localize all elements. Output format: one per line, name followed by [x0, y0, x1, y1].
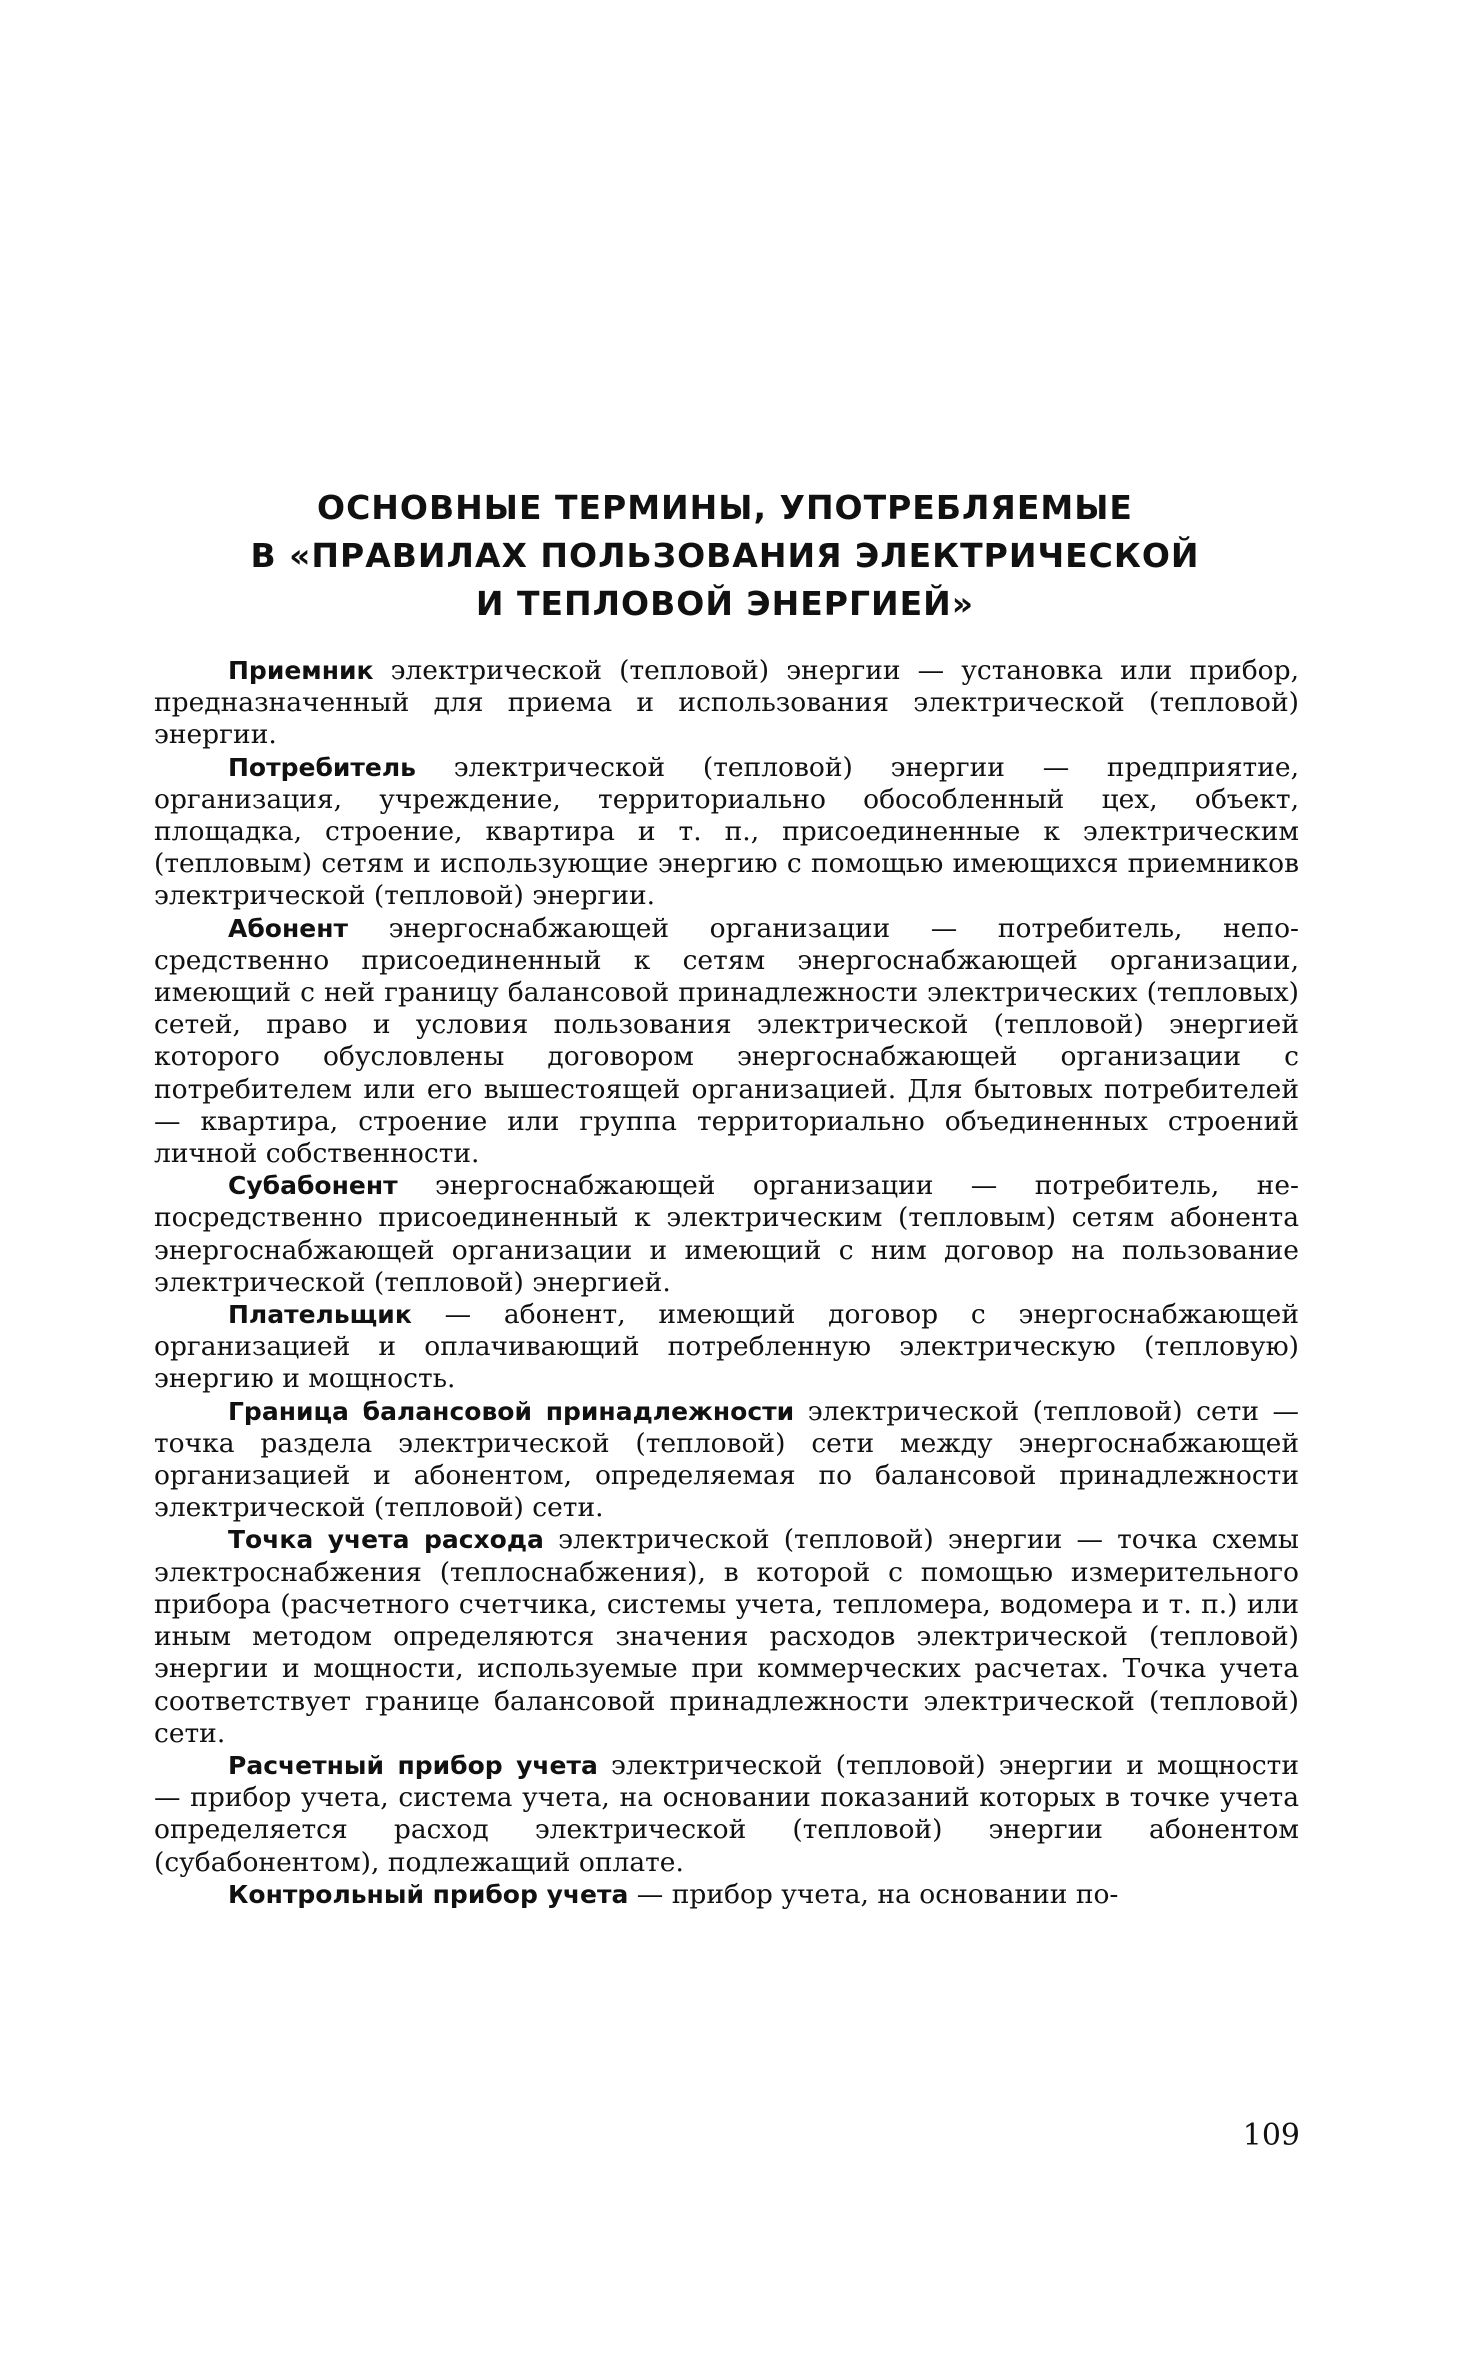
definition-term: Контрольный прибор учета	[228, 1879, 629, 1909]
definition-paragraph	[154, 913, 1299, 1171]
definition-text: энергоснабжающей организации — потребитель, непосредственно присоединенный к сетям энергоснабжающей организации, имеющий с ней границу балансовой принадлежности электрических (тепловых) сетей, право и условия пользования электрической (тепловой) энергией которого обусловлены договором энергоснабжающей организации с потребителем или его вышестоящей организацией. Для бытовых потребителей — квартира, строение или группа территориально объединенных строений личной собственности.	[154, 912, 1299, 1170]
definition-paragraph	[154, 1524, 1299, 1749]
definition-paragraph	[154, 1170, 1299, 1299]
definition-text: электрической (тепловой) энергии — предприятие, организация, учреждение, территориально обособленный цех, объект, площадка, строение, квартира и т. п., присоединенные к электрическим (тепловым) сетям и использующие энергию с помощью имеющихся приемников электрической (тепловой) энергии.	[154, 751, 1299, 912]
definition-paragraph	[154, 752, 1299, 913]
definition-term: Плательщик	[228, 1300, 412, 1330]
definition-text: — абонент, имеющий договор с энергоснабжающей организацией и оплачивающий потребленную электрическую (тепловую) энергию и мощность.	[154, 1299, 1299, 1395]
definition-text: энергоснабжающей организации — потребитель, непосредственно присоединенный к электрическим (тепловым) сетям абонента энергоснабжающей организации и имеющий с ним договор на пользование электрической (тепловой) энергией.	[154, 1170, 1299, 1298]
title-line-3: И ТЕПЛОВОЙ ЭНЕРГИЕЙ»	[475, 584, 975, 623]
definition-term: Субабонент	[228, 1171, 398, 1201]
definition-text: электрической (тепловой) энергии и мощности — прибор учета, система учета, на основании показаний которых в точке учета определяется расход электрической (тепловой) энергии абонентом (субабонентом), подлежащий оплате.	[154, 1749, 1300, 1878]
definition-paragraph	[154, 1299, 1299, 1396]
definition-text: электрической (тепловой) сети — точка раздела электрической (тепловой) сети между энергоснабжающей организацией и абонентом, определяемая по балансовой принадлежности электрической (тепловой) сети.	[154, 1395, 1299, 1524]
definition-paragraph	[154, 1396, 1299, 1525]
definition-term: Потребитель	[228, 752, 416, 782]
definition-text: электрической (тепловой) энергии — точка схемы электроснабжения (теплоснабжения), в которой с помощью измерительного прибора (расчетного счетчика, системы учета, тепломера, водомера и т. п.) или иным методом определяются значения расходов электрической (тепловой) энергии и мощности, используемые при коммерческих расчетах. Точка учета соответствует границе балансовой принадлежности электрической (тепловой) сети.	[154, 1524, 1299, 1749]
definition-term: Абонент	[228, 913, 348, 943]
definition-paragraph	[154, 1879, 1299, 1911]
definition-paragraph	[154, 655, 1299, 752]
title-line-1: ОСНОВНЫЕ ТЕРМИНЫ, УПОТРЕБЛЯЕМЫЕ	[317, 488, 1133, 527]
definition-text: электрической (тепловой) энергии — установка или прибор, предназначенный для приема и использования электрической (тепловой) энергии.	[154, 655, 1299, 751]
page-number: 109	[1242, 2118, 1300, 2153]
definition-term: Расчетный прибор учета	[228, 1750, 598, 1780]
definitions-body	[154, 655, 1299, 1911]
definition-term: Приемник	[228, 656, 374, 685]
title-line-2: В «ПРАВИЛАХ ПОЛЬЗОВАНИЯ ЭЛЕКТРИЧЕСКОЙ	[250, 536, 1200, 575]
page-title	[150, 484, 1300, 628]
definition-text: — прибор учета, на основании по-	[628, 1878, 1119, 1910]
definition-paragraph	[154, 1750, 1299, 1879]
definition-term: Граница балансовой принадлежности	[228, 1396, 795, 1426]
definition-term: Точка учета расхода	[228, 1525, 544, 1555]
